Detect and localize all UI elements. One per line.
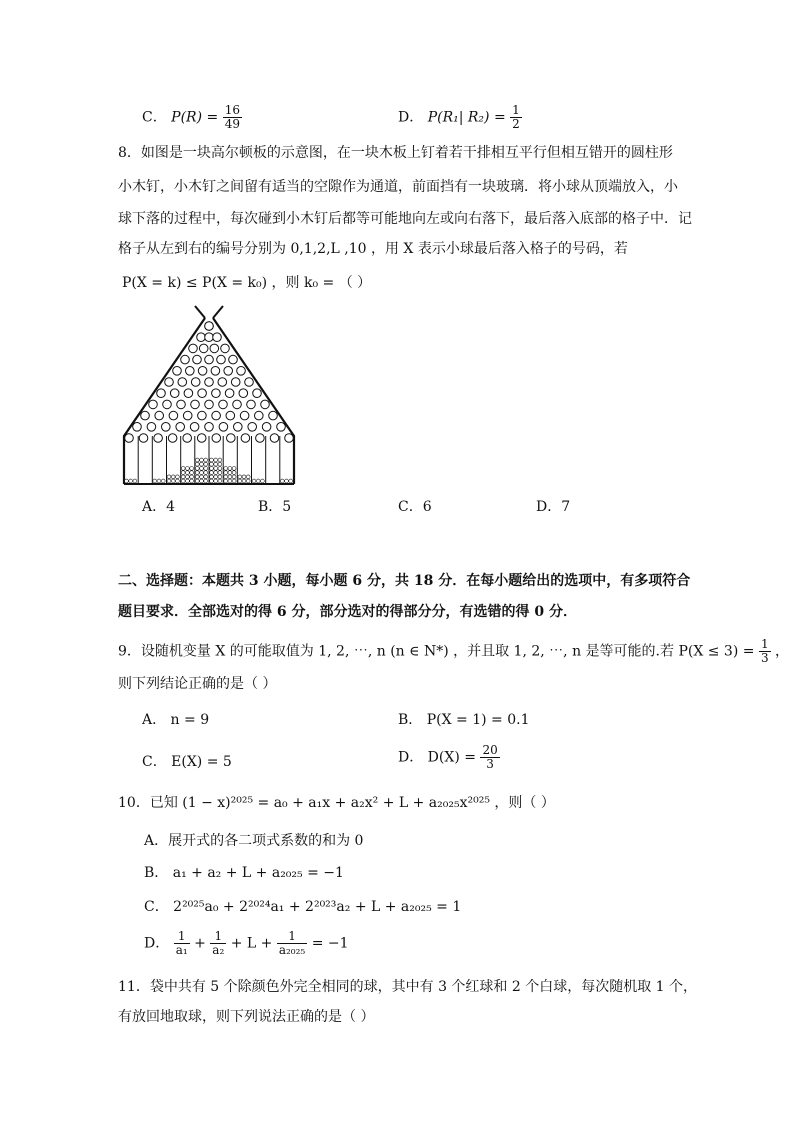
ball bbox=[238, 479, 242, 483]
peg bbox=[198, 367, 207, 376]
ball bbox=[232, 479, 236, 483]
ball bbox=[214, 475, 218, 479]
peg bbox=[205, 322, 214, 331]
ball bbox=[218, 458, 222, 462]
ball bbox=[190, 475, 194, 479]
ball bbox=[218, 467, 222, 471]
galton-board-figure bbox=[118, 304, 300, 486]
ball bbox=[200, 467, 204, 471]
q11-line-2: 有放回地取球，则下列说法正确的是（ ） bbox=[118, 1009, 375, 1025]
peg bbox=[219, 400, 228, 409]
q9-option-b: B． P(X = 1) = 0.1 bbox=[398, 712, 530, 728]
funnel-right bbox=[213, 306, 223, 318]
ball bbox=[195, 458, 199, 462]
ball bbox=[161, 479, 165, 483]
ball bbox=[129, 479, 133, 483]
peg bbox=[253, 389, 262, 398]
peg bbox=[197, 333, 206, 342]
peg bbox=[199, 344, 208, 353]
q10-option-d-mid: + L + bbox=[230, 935, 273, 952]
fraction-numerator: 1 bbox=[512, 103, 520, 117]
ball bbox=[167, 479, 171, 483]
q9-line-2: 则下列结论正确的是（ ） bbox=[118, 676, 277, 692]
ball bbox=[218, 471, 222, 475]
ball bbox=[171, 475, 175, 479]
q9-line-1 bbox=[118, 638, 789, 665]
fraction-denominator: 49 bbox=[224, 117, 240, 131]
fraction-numerator: 20 bbox=[482, 743, 498, 757]
q10-option-c: C． 2²⁰²⁵a₀ + 2²⁰²⁴a₁ + 2²⁰²³a₂ + L + a₂₀₂₅ = 1 bbox=[144, 899, 462, 915]
ball bbox=[218, 479, 222, 483]
peg bbox=[155, 411, 164, 420]
peg bbox=[212, 389, 221, 398]
q9-line-1-tail: ， bbox=[775, 643, 790, 660]
funnel-left bbox=[195, 306, 205, 318]
q8-option-c: C．6 bbox=[398, 499, 432, 515]
q9-option-d bbox=[398, 744, 500, 771]
q7-option-c-label: C． bbox=[142, 109, 167, 126]
ball bbox=[190, 467, 194, 471]
q7-option-c bbox=[142, 104, 242, 131]
ball bbox=[210, 471, 214, 475]
ball bbox=[195, 462, 199, 466]
peg bbox=[262, 423, 271, 432]
ball bbox=[242, 479, 246, 483]
q8-option-b: B．5 bbox=[258, 499, 292, 515]
q9-option-c: C． E(X) = 5 bbox=[142, 754, 232, 770]
peg bbox=[198, 389, 207, 398]
ball bbox=[195, 475, 199, 479]
peg bbox=[239, 389, 248, 398]
ball bbox=[228, 475, 232, 479]
peg bbox=[219, 423, 228, 432]
q10-option-a: A．展开式的各二项式系数的和为 0 bbox=[144, 833, 364, 849]
fraction-numerator: 1 bbox=[174, 930, 190, 944]
ball bbox=[195, 479, 199, 483]
ball bbox=[246, 479, 250, 483]
ball bbox=[190, 479, 194, 483]
peg bbox=[191, 400, 200, 409]
fraction-numerator: 16 bbox=[224, 103, 240, 117]
q8-option-d: D．7 bbox=[536, 499, 571, 515]
ball bbox=[214, 479, 218, 483]
ball bbox=[181, 467, 185, 471]
ball bbox=[224, 479, 228, 483]
peg bbox=[205, 400, 214, 409]
ball bbox=[181, 471, 185, 475]
peg bbox=[177, 400, 186, 409]
ball bbox=[181, 475, 185, 479]
ball bbox=[285, 479, 289, 483]
peg bbox=[198, 411, 207, 420]
ball bbox=[200, 458, 204, 462]
peg bbox=[184, 389, 193, 398]
ball bbox=[228, 471, 232, 475]
plus-sign: + bbox=[194, 935, 206, 952]
peg bbox=[234, 423, 243, 432]
ball bbox=[167, 475, 171, 479]
peg bbox=[231, 378, 240, 387]
ball bbox=[186, 471, 190, 475]
peg bbox=[181, 355, 190, 364]
peg bbox=[211, 367, 220, 376]
peg bbox=[133, 423, 142, 432]
fraction-denominator: a₂ bbox=[212, 943, 225, 957]
ball bbox=[218, 475, 222, 479]
q10-option-d-label: D． bbox=[144, 935, 170, 952]
peg bbox=[225, 389, 234, 398]
ball bbox=[210, 475, 214, 479]
peg bbox=[183, 411, 192, 420]
q11-line-1: 11．袋中共有 5 个除颜色外完全相同的球，其中有 3 个红球和 2 个白球，每次随机取 1 个， bbox=[118, 979, 698, 995]
ball bbox=[256, 479, 260, 483]
peg bbox=[221, 344, 230, 353]
q7-option-c-lhs: P(R) = bbox=[171, 109, 219, 126]
peg bbox=[157, 389, 166, 398]
q9-option-d-fraction bbox=[480, 744, 499, 771]
peg bbox=[269, 411, 278, 420]
ball bbox=[238, 475, 242, 479]
peg bbox=[197, 434, 206, 443]
peg bbox=[162, 423, 171, 432]
ball bbox=[204, 471, 208, 475]
ball bbox=[232, 475, 236, 479]
peg bbox=[277, 423, 286, 432]
q8-line-2: 小木钉，小木钉之间留有适当的空隙作为通道，前面挡有一块玻璃．将小球从顶端放入，小 bbox=[118, 179, 678, 195]
peg bbox=[183, 434, 192, 443]
ball bbox=[190, 471, 194, 475]
fraction-numerator: 1 bbox=[760, 637, 769, 651]
ball bbox=[204, 467, 208, 471]
ball bbox=[204, 458, 208, 462]
ball bbox=[232, 471, 236, 475]
fraction-denominator: a₂₀₂₅ bbox=[278, 943, 306, 957]
q10-fraction-3 bbox=[277, 930, 307, 957]
ball bbox=[224, 467, 228, 471]
peg bbox=[256, 434, 265, 443]
fraction-numerator: 1 bbox=[277, 930, 307, 944]
ball bbox=[204, 475, 208, 479]
peg bbox=[224, 367, 233, 376]
fraction-numerator: 1 bbox=[210, 930, 226, 944]
ball bbox=[224, 475, 228, 479]
peg bbox=[139, 434, 148, 443]
peg bbox=[217, 355, 226, 364]
peg bbox=[205, 378, 214, 387]
peg bbox=[186, 367, 195, 376]
peg bbox=[125, 434, 134, 443]
q10-option-d-tail: = −1 bbox=[311, 935, 349, 952]
peg bbox=[205, 423, 214, 432]
peg bbox=[168, 434, 177, 443]
fraction-denominator: 3 bbox=[486, 757, 494, 771]
q8-line-3: 球下落的过程中，每次碰到小木钉后都等可能地向左或向右落下，最后落入底部的格子中．记 bbox=[118, 211, 692, 227]
peg bbox=[241, 434, 250, 443]
ball bbox=[224, 471, 228, 475]
ball bbox=[133, 479, 137, 483]
peg bbox=[147, 423, 156, 432]
peg bbox=[149, 400, 158, 409]
peg bbox=[245, 378, 254, 387]
peg bbox=[173, 367, 182, 376]
peg bbox=[248, 423, 257, 432]
peg bbox=[261, 400, 270, 409]
peg bbox=[191, 378, 200, 387]
ball bbox=[195, 471, 199, 475]
ball bbox=[210, 479, 214, 483]
ball bbox=[195, 467, 199, 471]
q7-option-c-fraction bbox=[223, 104, 242, 131]
fraction-denominator: 2 bbox=[512, 117, 520, 131]
ball bbox=[232, 467, 236, 471]
ball bbox=[228, 467, 232, 471]
ball bbox=[200, 471, 204, 475]
ball bbox=[157, 479, 161, 483]
peg bbox=[212, 411, 221, 420]
peg bbox=[240, 411, 249, 420]
q8-line-4: 格子从左到右的编号分别为 0,1,2,L ,10 ，用 X 表示小球最后落入格子的号码，若 bbox=[118, 241, 628, 257]
peg bbox=[212, 434, 221, 443]
ball bbox=[228, 479, 232, 483]
peg bbox=[190, 423, 199, 432]
peg bbox=[176, 423, 185, 432]
ball bbox=[181, 479, 185, 483]
ball bbox=[176, 479, 180, 483]
peg bbox=[165, 378, 174, 387]
peg bbox=[255, 411, 264, 420]
q7-option-d-fraction bbox=[510, 104, 522, 131]
peg bbox=[163, 400, 172, 409]
q9-option-a: A． n = 9 bbox=[142, 712, 210, 728]
peg bbox=[213, 333, 222, 342]
q7-option-d-label: D． bbox=[398, 109, 424, 126]
peg bbox=[210, 344, 219, 353]
ball bbox=[214, 471, 218, 475]
ball bbox=[210, 467, 214, 471]
ball bbox=[214, 458, 218, 462]
ball bbox=[210, 458, 214, 462]
peg bbox=[226, 411, 235, 420]
peg bbox=[189, 344, 198, 353]
peg bbox=[227, 434, 236, 443]
fraction-denominator: 3 bbox=[760, 651, 769, 665]
ball bbox=[186, 475, 190, 479]
ball bbox=[252, 479, 256, 483]
q9-line-1-text: 9．设随机变量 X 的可能取值为 1, 2, ⋯, n (n ∈ N*) ，并且取 1, 2, ⋯, n 是等可能的.若 P(X ≤ 3) = bbox=[118, 643, 755, 660]
peg bbox=[233, 400, 242, 409]
ball bbox=[218, 462, 222, 466]
ball bbox=[210, 462, 214, 466]
q8-line-1: 8．如图是一块高尔顿板的示意图，在一块木板上钉着若干排相互平行但相互错开的圆柱形 bbox=[118, 145, 673, 161]
ball bbox=[200, 462, 204, 466]
fraction-denominator: a₁ bbox=[175, 943, 188, 957]
peg bbox=[193, 355, 202, 364]
q10-stem: 10．已知 (1 − x)²⁰²⁵ = a₀ + a₁x + a₂x² + L + a₂₀₂₅x²⁰²⁵ ，则（ ） bbox=[118, 795, 555, 811]
q7-option-d-lhs: P(R₁| R₂) = bbox=[427, 109, 506, 126]
ball bbox=[125, 479, 129, 483]
section-2-heading-line-1: 二、选择题：本题共 3 小题，每小题 6 分，共 18 分．在每小题给出的选项中，有多项符合 bbox=[118, 573, 691, 589]
ball bbox=[204, 479, 208, 483]
q7-option-d bbox=[398, 104, 522, 131]
ball bbox=[200, 479, 204, 483]
peg bbox=[178, 378, 187, 387]
ball bbox=[280, 479, 284, 483]
peg bbox=[169, 411, 178, 420]
peg bbox=[247, 400, 256, 409]
q8-option-a: A．4 bbox=[142, 499, 176, 515]
ball bbox=[246, 475, 250, 479]
ball bbox=[214, 462, 218, 466]
ball bbox=[171, 479, 175, 483]
ball bbox=[176, 475, 180, 479]
peg bbox=[270, 434, 279, 443]
section-2-heading-line-2: 题目要求．全部选对的得 6 分，部分选对的得部分分，有选错的得 0 分． bbox=[118, 604, 577, 620]
ball bbox=[200, 475, 204, 479]
peg bbox=[154, 434, 163, 443]
q10-option-b: B． a₁ + a₂ + L + a₂₀₂₅ = −1 bbox=[144, 865, 344, 881]
peg bbox=[218, 378, 227, 387]
ball bbox=[214, 467, 218, 471]
q10-fraction-2 bbox=[210, 930, 226, 957]
q10-option-d bbox=[144, 930, 349, 957]
peg bbox=[170, 389, 179, 398]
q10-fraction-1 bbox=[174, 930, 190, 957]
peg bbox=[141, 411, 150, 420]
ball bbox=[242, 475, 246, 479]
q9-option-d-text: D． D(X) = bbox=[398, 749, 476, 766]
ball bbox=[153, 479, 157, 483]
q9-fraction bbox=[759, 638, 771, 665]
q8-line-5: P(X = k) ≤ P(X = k₀) ，则 k₀ = （ ） bbox=[122, 275, 372, 291]
peg bbox=[229, 355, 238, 364]
ball bbox=[261, 479, 265, 483]
ball bbox=[186, 479, 190, 483]
peg bbox=[205, 355, 214, 364]
peg bbox=[285, 434, 294, 443]
ball bbox=[289, 479, 293, 483]
ball bbox=[204, 462, 208, 466]
peg bbox=[205, 333, 214, 342]
ball bbox=[186, 467, 190, 471]
peg bbox=[237, 367, 246, 376]
